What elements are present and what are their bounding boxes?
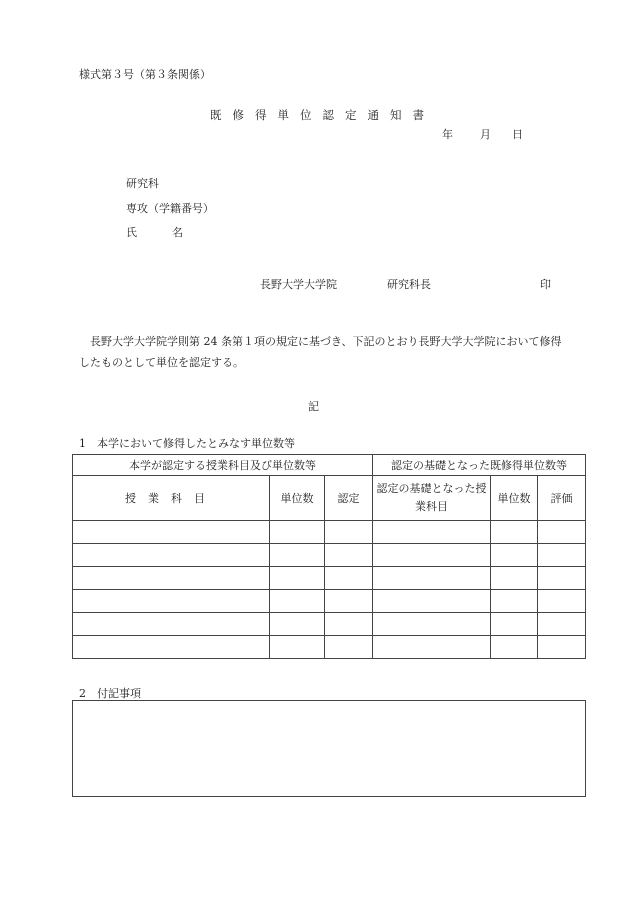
cell-credits[interactable] xyxy=(270,613,325,636)
cell-credits[interactable] xyxy=(270,567,325,590)
cell-subject[interactable] xyxy=(73,544,270,567)
notice-body: 長野大学大学院学則第 24 条第１項の規定に基づき、下記のとおり長野大学大学院において修得したものとして単位を認定する。 xyxy=(79,335,562,369)
cell-subject[interactable] xyxy=(73,590,270,613)
column-header-approval: 認定 xyxy=(325,476,373,521)
cell-basis-subject[interactable] xyxy=(373,636,491,659)
table-row xyxy=(73,521,586,544)
date-month-label: 月 xyxy=(480,128,491,141)
major-label: 専攻（学籍番号） xyxy=(126,202,214,215)
cell-basis-subject[interactable] xyxy=(373,567,491,590)
cell-grade[interactable] xyxy=(538,613,586,636)
cell-grade[interactable] xyxy=(538,544,586,567)
column-header-grade: 評価 xyxy=(538,476,586,521)
credits-table xyxy=(72,454,586,659)
cell-credits[interactable] xyxy=(270,521,325,544)
table-row xyxy=(73,613,586,636)
cell-basis-credits[interactable] xyxy=(491,544,538,567)
cell-credits[interactable] xyxy=(270,636,325,659)
cell-subject[interactable] xyxy=(73,636,270,659)
signature-dean: 研究科長 xyxy=(387,278,431,291)
cell-basis-credits[interactable] xyxy=(491,590,538,613)
graduate-school-label: 研究科 xyxy=(126,177,159,190)
cell-basis-subject[interactable] xyxy=(373,544,491,567)
table-row xyxy=(73,590,586,613)
cell-approval[interactable] xyxy=(325,636,373,659)
group-header-right: 認定の基礎となった既修得単位数等 xyxy=(373,455,586,476)
signature-university: 長野大学大学院 xyxy=(260,278,337,291)
cell-grade[interactable] xyxy=(538,590,586,613)
cell-grade[interactable] xyxy=(538,567,586,590)
cell-basis-subject[interactable] xyxy=(373,613,491,636)
section-2-heading: 2 付記事項 xyxy=(79,687,141,700)
cell-basis-credits[interactable] xyxy=(491,567,538,590)
cell-basis-credits[interactable] xyxy=(491,521,538,544)
cell-approval[interactable] xyxy=(325,544,373,567)
group-header-left: 本学が認定する授業科目及び単位数等 xyxy=(73,455,373,476)
cell-grade[interactable] xyxy=(538,636,586,659)
date-year-label: 年 xyxy=(442,128,453,141)
table-row xyxy=(73,567,586,590)
section-1-heading: 1 本学において修得したとみなす単位数等 xyxy=(79,437,295,450)
cell-subject[interactable] xyxy=(73,613,270,636)
cell-approval[interactable] xyxy=(325,590,373,613)
cell-basis-credits[interactable] xyxy=(491,613,538,636)
cell-approval[interactable] xyxy=(325,613,373,636)
column-header-basis-credits: 単位数 xyxy=(491,476,538,521)
additional-notes-box[interactable] xyxy=(72,700,586,797)
cell-basis-subject[interactable] xyxy=(373,590,491,613)
document-title: 既修得単位認定通知書 xyxy=(210,108,435,122)
cell-basis-subject[interactable] xyxy=(373,521,491,544)
cell-subject[interactable] xyxy=(73,567,270,590)
cell-subject[interactable] xyxy=(73,521,270,544)
column-header-credits: 単位数 xyxy=(270,476,325,521)
cell-credits[interactable] xyxy=(270,544,325,567)
cell-basis-credits[interactable] xyxy=(491,636,538,659)
column-header-subject: 授業科目 xyxy=(73,476,270,521)
form-number: 様式第３号（第３条関係） xyxy=(79,68,211,81)
table-row xyxy=(73,636,586,659)
name-label: 氏 名 xyxy=(126,226,195,239)
cell-grade[interactable] xyxy=(538,521,586,544)
date-day-label: 日 xyxy=(512,128,523,141)
cell-approval[interactable] xyxy=(325,567,373,590)
column-header-basis-subject: 認定の基礎となった授業科目 xyxy=(373,476,491,521)
seal-mark: 印 xyxy=(540,278,551,291)
cell-approval[interactable] xyxy=(325,521,373,544)
table-row xyxy=(73,544,586,567)
cell-credits[interactable] xyxy=(270,590,325,613)
ki-heading: 記 xyxy=(308,400,319,413)
